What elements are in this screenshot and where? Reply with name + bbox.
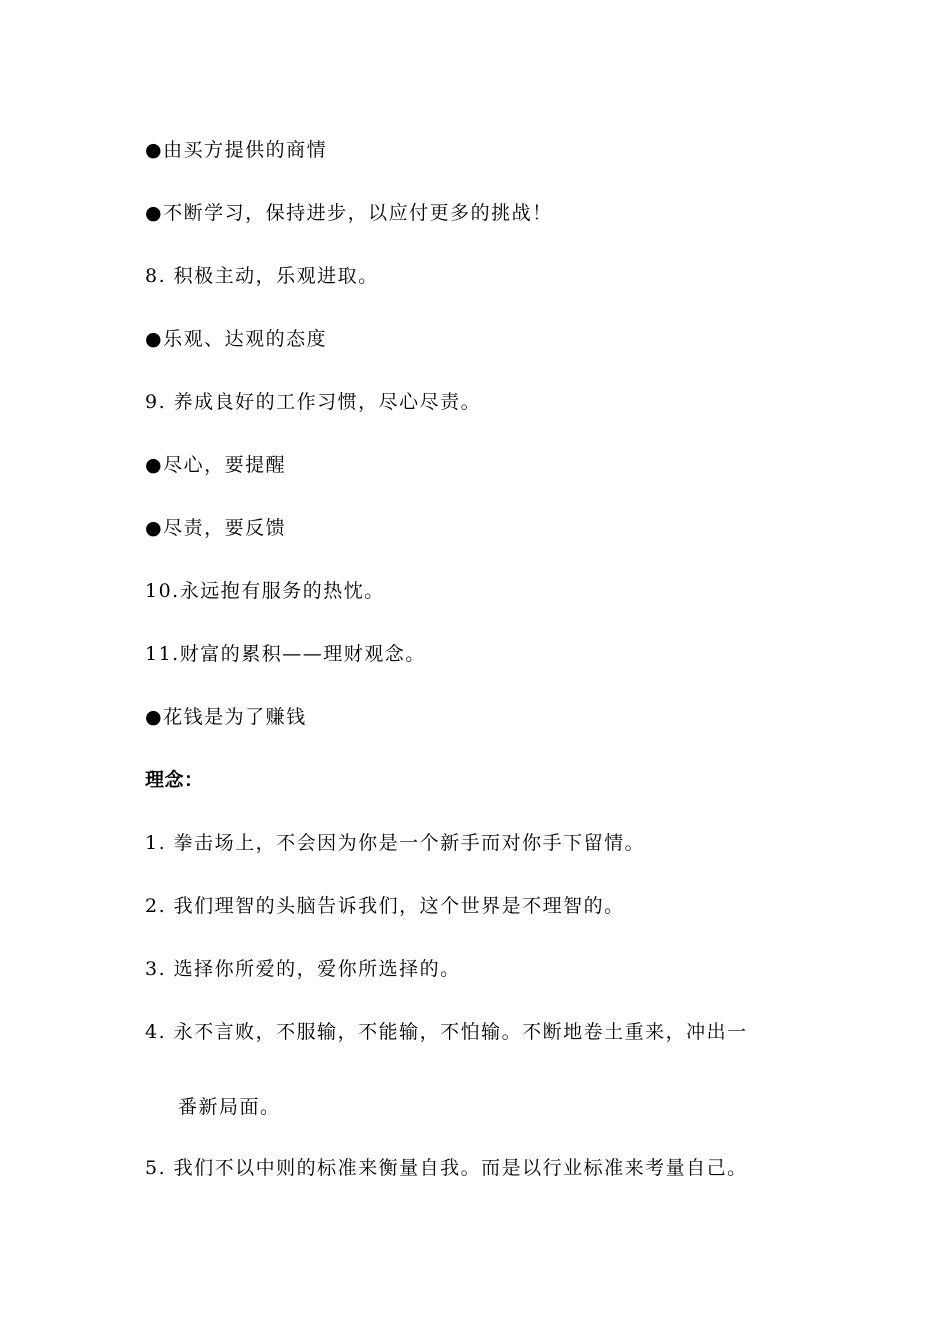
numbered-line: 11.财富的累积——理财观念。 <box>145 643 426 665</box>
bullet-line: ●不断学习，保持进步，以应付更多的挑战！ <box>145 202 553 224</box>
bullet-line: ●花钱是为了赚钱 <box>145 706 307 728</box>
numbered-line: 9. 养成良好的工作习惯，尽心尽责。 <box>145 391 482 413</box>
concept-item: 1. 拳击场上，不会因为你是一个新手而对你手下留情。 <box>145 832 646 854</box>
concept-item: 2. 我们理智的头脑告诉我们，这个世界是不理智的。 <box>145 895 625 917</box>
numbered-line: 10.永远抱有服务的热忱。 <box>145 580 385 602</box>
concept-item-continuation: 番新局面。 <box>178 1096 281 1118</box>
bullet-line: ●乐观、达观的态度 <box>145 328 328 350</box>
bullet-line: ●由买方提供的商情 <box>145 139 328 161</box>
concept-item: 5. 我们不以中则的标准来衡量自我。而是以行业标准来考量自己。 <box>145 1157 748 1179</box>
section-heading: 理念： <box>145 769 204 791</box>
bullet-line: ●尽心，要提醒 <box>145 454 287 476</box>
numbered-line: 8. 积极主动，乐观进取。 <box>145 265 379 287</box>
concept-item: 4. 永不言败，不服输，不能输，不怕输。不断地卷土重来，冲出一 <box>145 1021 748 1043</box>
bullet-line: ●尽责，要反馈 <box>145 517 287 539</box>
concept-item: 3. 选择你所爱的，爱你所选择的。 <box>145 958 461 980</box>
